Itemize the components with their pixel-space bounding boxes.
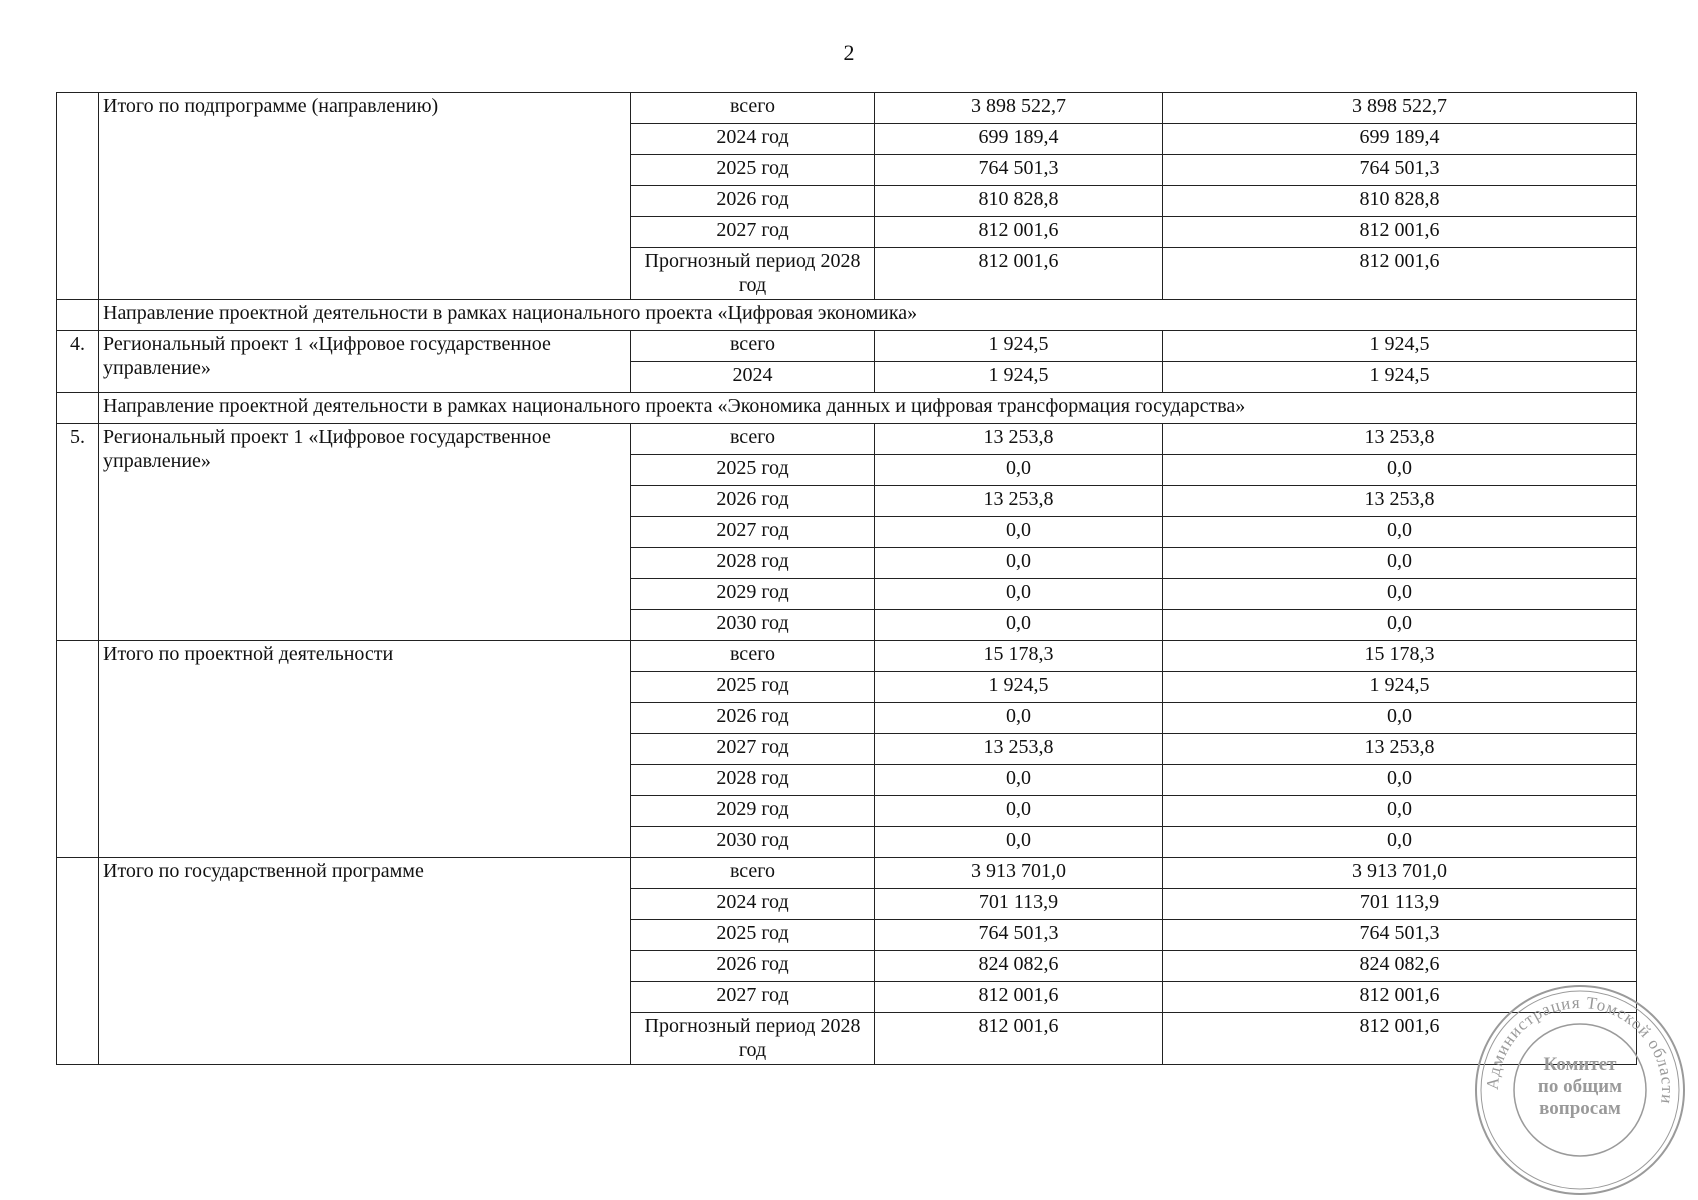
row-name-cell: Итого по подпрограмме (направлению) xyxy=(99,93,631,300)
value-cell: 0,0 xyxy=(875,517,1163,548)
value-cell: 0,0 xyxy=(1163,517,1637,548)
value-cell: 0,0 xyxy=(1163,703,1637,734)
value-cell: 15 178,3 xyxy=(1163,641,1637,672)
value-cell: 13 253,8 xyxy=(875,424,1163,455)
budget-table xyxy=(56,92,1637,1065)
row-name-cell: Региональный проект 1 «Цифровое государственное управление» xyxy=(99,424,631,641)
period-cell: 2028 год xyxy=(631,765,875,796)
period-cell: 2027 год xyxy=(631,217,875,248)
period-cell: всего xyxy=(631,858,875,889)
section-row xyxy=(57,393,1637,424)
period-cell: 2024 год xyxy=(631,124,875,155)
official-stamp xyxy=(1470,980,1690,1200)
period-cell: 2026 год xyxy=(631,486,875,517)
table-row xyxy=(57,424,1637,455)
value-cell: 0,0 xyxy=(1163,796,1637,827)
value-cell: 3 913 701,0 xyxy=(875,858,1163,889)
row-name-cell: Региональный проект 1 «Цифровое государственное управление» xyxy=(99,331,631,393)
value-cell: 812 001,6 xyxy=(1163,217,1637,248)
value-cell: 701 113,9 xyxy=(1163,889,1637,920)
value-cell: 13 253,8 xyxy=(1163,486,1637,517)
stamp-center-line: вопросам xyxy=(1539,1098,1621,1119)
row-number-cell xyxy=(57,300,99,331)
row-number-cell: 5. xyxy=(57,424,99,641)
period-cell: 2025 год xyxy=(631,672,875,703)
value-cell: 15 178,3 xyxy=(875,641,1163,672)
value-cell: 13 253,8 xyxy=(875,734,1163,765)
value-cell: 812 001,6 xyxy=(875,248,1163,300)
period-cell: всего xyxy=(631,331,875,362)
value-cell: 0,0 xyxy=(875,610,1163,641)
value-cell: 1 924,5 xyxy=(875,331,1163,362)
value-cell: 812 001,6 xyxy=(875,1013,1163,1065)
value-cell: 701 113,9 xyxy=(875,889,1163,920)
value-cell: 0,0 xyxy=(1163,827,1637,858)
stamp-center-line: по общим xyxy=(1537,1076,1623,1097)
value-cell: 3 898 522,7 xyxy=(1163,93,1637,124)
value-cell: 812 001,6 xyxy=(1163,982,1637,1013)
period-cell: всего xyxy=(631,424,875,455)
value-cell: 812 001,6 xyxy=(1163,248,1637,300)
value-cell: 1 924,5 xyxy=(1163,331,1637,362)
period-cell: Прогнозный период 2028 год xyxy=(631,248,875,300)
table-row xyxy=(57,858,1637,889)
value-cell: 0,0 xyxy=(1163,765,1637,796)
value-cell: 824 082,6 xyxy=(875,951,1163,982)
section-row xyxy=(57,300,1637,331)
value-cell: 699 189,4 xyxy=(875,124,1163,155)
value-cell: 0,0 xyxy=(875,548,1163,579)
value-cell: 13 253,8 xyxy=(875,486,1163,517)
period-cell: 2029 год xyxy=(631,579,875,610)
table-row xyxy=(57,93,1637,124)
value-cell: 812 001,6 xyxy=(1163,1013,1637,1065)
stamp-center-line: Комитет xyxy=(1543,1054,1617,1075)
value-cell: 699 189,4 xyxy=(1163,124,1637,155)
section-title: Направление проектной деятельности в рамках национального проекта «Цифровая экономика» xyxy=(99,300,1637,331)
value-cell: 1 924,5 xyxy=(875,672,1163,703)
value-cell: 810 828,8 xyxy=(1163,186,1637,217)
period-cell: 2025 год xyxy=(631,455,875,486)
period-cell: 2030 год xyxy=(631,827,875,858)
value-cell: 13 253,8 xyxy=(1163,734,1637,765)
value-cell: 0,0 xyxy=(1163,455,1637,486)
value-cell: 810 828,8 xyxy=(875,186,1163,217)
period-cell: 2027 год xyxy=(631,982,875,1013)
period-cell: 2026 год xyxy=(631,186,875,217)
period-cell: 2028 год xyxy=(631,548,875,579)
row-number-cell: 4. xyxy=(57,331,99,393)
row-number-cell xyxy=(57,858,99,1065)
period-cell: 2026 год xyxy=(631,951,875,982)
period-cell: 2025 год xyxy=(631,155,875,186)
period-cell: 2027 год xyxy=(631,734,875,765)
value-cell: 0,0 xyxy=(875,455,1163,486)
table-row xyxy=(57,331,1637,362)
period-cell: 2027 год xyxy=(631,517,875,548)
svg-text:Администрация Томской области: Администрация Томской области xyxy=(1482,992,1678,1106)
value-cell: 812 001,6 xyxy=(875,982,1163,1013)
value-cell: 0,0 xyxy=(875,796,1163,827)
budget-table-body xyxy=(57,93,1637,1065)
period-cell: 2024 год xyxy=(631,889,875,920)
row-name-cell: Итого по государственной программе xyxy=(99,858,631,1065)
value-cell: 0,0 xyxy=(1163,610,1637,641)
page-number: 2 xyxy=(843,40,855,65)
period-cell: всего xyxy=(631,641,875,672)
value-cell: 764 501,3 xyxy=(875,155,1163,186)
table-row xyxy=(57,641,1637,672)
value-cell: 764 501,3 xyxy=(875,920,1163,951)
value-cell: 0,0 xyxy=(875,703,1163,734)
period-cell: 2030 год xyxy=(631,610,875,641)
period-cell: 2029 год xyxy=(631,796,875,827)
value-cell: 1 924,5 xyxy=(1163,362,1637,393)
period-cell: 2025 год xyxy=(631,920,875,951)
value-cell: 764 501,3 xyxy=(1163,920,1637,951)
row-name-cell: Итого по проектной деятельности xyxy=(99,641,631,858)
value-cell: 0,0 xyxy=(875,579,1163,610)
value-cell: 3 913 701,0 xyxy=(1163,858,1637,889)
value-cell: 1 924,5 xyxy=(875,362,1163,393)
value-cell: 0,0 xyxy=(875,765,1163,796)
row-number-cell xyxy=(57,93,99,300)
value-cell: 0,0 xyxy=(1163,548,1637,579)
value-cell: 812 001,6 xyxy=(875,217,1163,248)
period-cell: всего xyxy=(631,93,875,124)
section-title: Направление проектной деятельности в рамках национального проекта «Экономика данных и цифровая трансформация государства» xyxy=(99,393,1637,424)
value-cell: 3 898 522,7 xyxy=(875,93,1163,124)
value-cell: 0,0 xyxy=(1163,579,1637,610)
value-cell: 764 501,3 xyxy=(1163,155,1637,186)
period-cell: 2026 год xyxy=(631,703,875,734)
value-cell: 13 253,8 xyxy=(1163,424,1637,455)
value-cell: 824 082,6 xyxy=(1163,951,1637,982)
value-cell: 0,0 xyxy=(875,827,1163,858)
period-cell: 2024 xyxy=(631,362,875,393)
value-cell: 1 924,5 xyxy=(1163,672,1637,703)
period-cell: Прогнозный период 2028 год xyxy=(631,1013,875,1065)
row-number-cell xyxy=(57,641,99,858)
row-number-cell xyxy=(57,393,99,424)
